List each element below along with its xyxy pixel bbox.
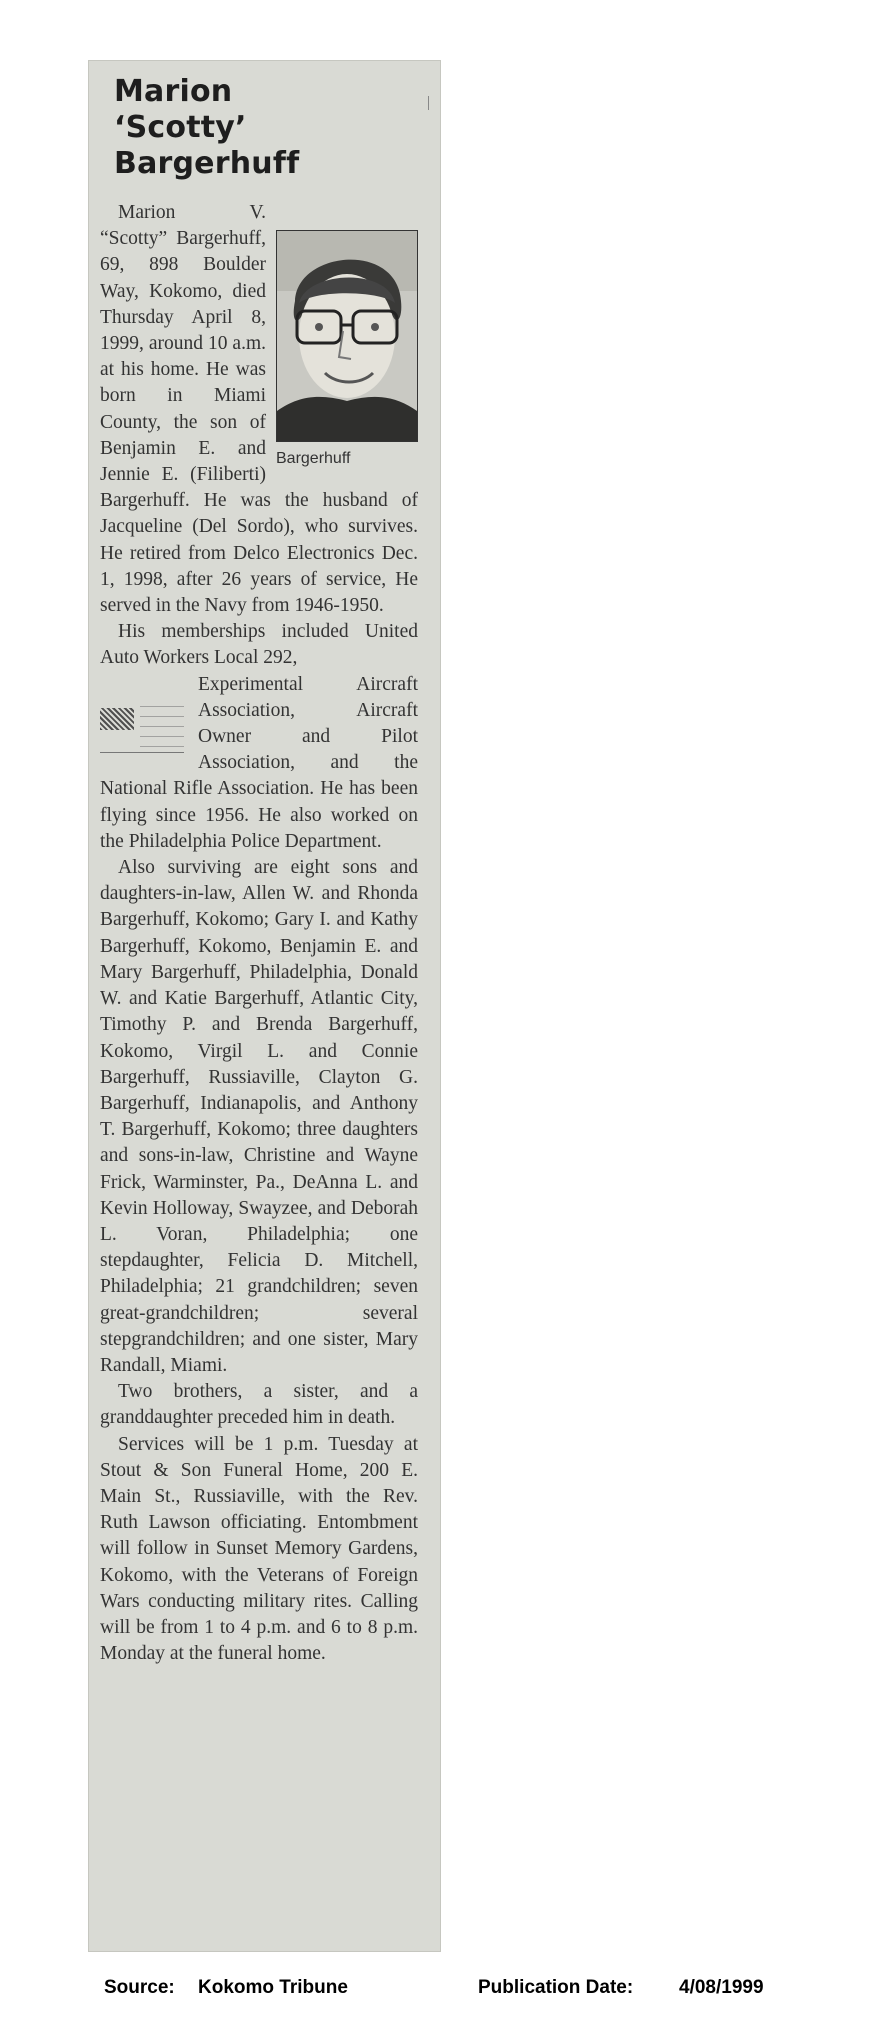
obituary-headline: [114, 74, 299, 182]
rule-mark: [100, 752, 184, 753]
obituary-paragraph-2-cont: Experimental Aircraft Association, Aircraft Owner and Pilot Association, and the National Rifle Association. He has been flying since 1956. He also worked on the Philadelphia Police Department.: [100, 673, 418, 852]
source-value: Kokomo Tribune: [198, 1977, 348, 1998]
source-footer: [0, 1977, 870, 2007]
obituary-paragraph-1: Marion V. “Scotty” Bargerhuff, 69, 898 Boulder Way, Kokomo, died Thursday April 8, 1999, around 10 a.m. at his home. He was born in Miami County, the son of Benjamin E. and Jennie E. (Filiberti) Bargerhuff. He was the husband of Jacqueline (Del Sordo), who survives. He retired from Delco Electronics Dec. 1, 1998, after 26 years of service, He served in the Navy from 1946-1950.: [100, 202, 418, 617]
portrait-image: [277, 231, 417, 441]
print-mark: [428, 96, 429, 110]
obituary-paragraph-2: His memberships included United Auto Workers Local 292,: [100, 621, 418, 669]
headline-line-2: ‘Scotty’: [114, 110, 247, 145]
portrait-caption: Bargerhuff: [276, 450, 351, 467]
obituary-paragraph-3: Also surviving are eight sons and daughters-in-law, Allen W. and Rhonda Bargerhuff, Kokomo; Gary I. and Kathy Bargerhuff, Kokomo, Benjamin E. and Mary Bargerhuff, Philadelphia, Donald W. and Katie Bargerhuff, Atlantic City, Timothy P. and Brenda Bargerhuff, Kokomo, Virgil L. and Connie Bargerhuff, Russiaville, Clayton G. Bargerhuff, Indianapolis, and Anthony T. Bargerhuff, Kokomo; three daughters and sons-in-law, Christine and Wayne Frick, Warminster, Pa., DeAnna L. and Kevin Holloway, Swayzee, and Deborah L. Voran, Philadelphia; one stepdaughter, Felicia D. Mitchell, Philadelphia; 21 grandchildren; seven great-grandchildren; several stepgrandchildren; and one sister, Mary Randall, Miami.: [100, 857, 418, 1376]
dash-mark: [140, 706, 184, 756]
obituary-body: [100, 200, 418, 1667]
obituary-paragraph-5: Services will be 1 p.m. Tuesday at Stout & Son Funeral Home, 200 E. Main St., Russiaville, with the Rev. Ruth Lawson officiating. Entombment will follow in Sunset Memory Gardens, Kokomo, with the Veterans of Foreign Wars conducting military rites. Calling will be from 1 to 4 p.m. and 6 to 8 p.m. Monday at the funeral home.: [100, 1433, 418, 1665]
hatch-mark: [100, 708, 134, 730]
headline-line-1: Marion: [114, 74, 233, 109]
source-label: Source:: [104, 1977, 175, 1998]
obituary-paragraph-4: Two brothers, a sister, and a granddaughter preceded him in death.: [100, 1381, 418, 1429]
portrait-photo: [276, 230, 418, 442]
obituary-clipping: [88, 60, 441, 1952]
date-label: Publication Date:: [478, 1977, 634, 1998]
headline-line-3: Bargerhuff: [114, 146, 300, 181]
smudge-mark: [100, 672, 192, 772]
date-value: 4/08/1999: [679, 1977, 764, 1998]
portrait-figure: [276, 230, 422, 470]
